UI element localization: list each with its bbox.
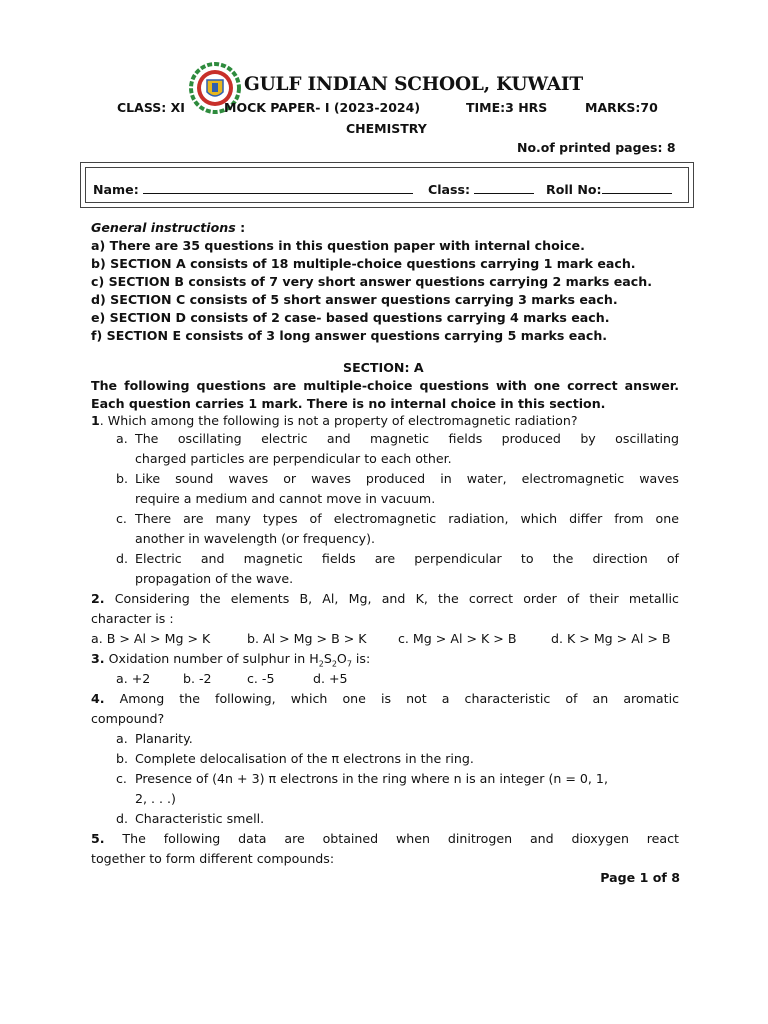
- question-5: [91, 829, 679, 869]
- q4-option-c[interactable]: c. Presence of (4n + 3) π electrons in the ring where n is an integer (n = 0, 1, 2, . . .): [116, 771, 608, 806]
- q1-option-b[interactable]: b. Like sound waves or waves produced in water, electromagnetic waves require a medium and cannot move in vacuum.: [116, 471, 679, 506]
- question-text: Among the following, which one is not a characteristic of an aromatic: [119, 691, 679, 706]
- question-text-cont: compound?: [91, 711, 165, 726]
- instructions-title: General instructions :: [91, 220, 246, 235]
- q3-option-c[interactable]: c. -5: [247, 671, 275, 686]
- q1-option-c[interactable]: c. There are many types of electromagnetic radiation, which differ from one another in wavelength (or frequency).: [116, 511, 679, 546]
- page-number: Page 1 of 8: [600, 870, 680, 885]
- question-text-cont: character is :: [91, 611, 174, 626]
- question-1: 1. Which among the following is not a property of electromagnetic radiation?: [91, 413, 578, 428]
- section-a-intro-2: Each question carries 1 mark. There is no internal choice in this section.: [91, 396, 606, 411]
- q4-option-b[interactable]: b. Complete delocalisation of the π electrons in the ring.: [116, 751, 474, 766]
- name-label: Name:: [93, 182, 139, 197]
- q2-option-b[interactable]: b. Al > Mg > B > K: [247, 631, 367, 646]
- q4-option-a[interactable]: a. Planarity.: [116, 731, 193, 746]
- q3-option-a[interactable]: a. +2: [116, 671, 151, 686]
- question-number: 4.: [91, 691, 105, 706]
- question-3: 3. Oxidation number of sulphur in $H_2S_2O_7$ is:: [91, 651, 371, 669]
- paper-title: MOCK PAPER- I (2023-2024): [224, 100, 421, 115]
- roll-blank[interactable]: [602, 181, 672, 194]
- question-text: The following data are obtained when dinitrogen and dioxygen react: [122, 831, 679, 846]
- q3-option-b[interactable]: b. -2: [183, 671, 212, 686]
- q2-option-d[interactable]: d. K > Mg > Al > B: [551, 631, 671, 646]
- section-a-title: SECTION: A: [343, 360, 424, 375]
- q4-option-d[interactable]: d. Characteristic smell.: [116, 811, 265, 826]
- roll-label: Roll No:: [546, 182, 602, 197]
- question-number: 3.: [91, 651, 105, 666]
- printed-pages: No.of printed pages: 8: [517, 140, 676, 155]
- instruction-item: d) SECTION C consists of 5 short answer questions carrying 3 marks each.: [91, 292, 618, 307]
- name-blank[interactable]: [143, 181, 413, 194]
- class-field-label: Class:: [428, 182, 471, 197]
- question-number: 5.: [91, 831, 105, 846]
- q1-option-d[interactable]: d. Electric and magnetic fields are perpendicular to the direction of propagation of the wave.: [116, 551, 679, 586]
- question-text: Which among the following is not a property of electromagnetic radiation?: [107, 413, 578, 428]
- question-text: Considering the elements B, Al, Mg, and K, the correct order of their metallic: [114, 591, 679, 606]
- student-info-box: [80, 162, 694, 208]
- instruction-item: b) SECTION A consists of 18 multiple-choice questions carrying 1 mark each.: [91, 256, 636, 271]
- q3-option-d[interactable]: d. +5: [313, 671, 348, 686]
- instruction-item: c) SECTION B consists of 7 very short answer questions carrying 2 marks each.: [91, 274, 652, 289]
- instruction-item: e) SECTION D consists of 2 case- based questions carrying 4 marks each.: [91, 310, 610, 325]
- question-number: 1: [91, 413, 100, 428]
- class-label: CLASS: XI: [117, 100, 185, 115]
- question-4: [91, 689, 679, 729]
- question-2: [91, 589, 679, 629]
- q1-option-a[interactable]: a. The oscillating electric and magnetic fields produced by oscillating charged particles are perpendicular to each other.: [116, 431, 679, 466]
- school-name: GULF INDIAN SCHOOL, KUWAIT: [244, 74, 583, 95]
- q2-option-c[interactable]: c. Mg > Al > K > B: [398, 631, 517, 646]
- instructions-list: [91, 236, 652, 346]
- class-blank[interactable]: [474, 181, 534, 194]
- q2-option-a[interactable]: a. B > Al > Mg > K: [91, 631, 211, 646]
- question-text-cont: together to form different compounds:: [91, 851, 335, 866]
- subject-title: CHEMISTRY: [346, 121, 427, 136]
- section-a-intro-1: The following questions are multiple-choice questions with one correct answer.: [91, 378, 679, 393]
- time-label: TIME:3 HRS: [466, 100, 548, 115]
- instruction-item: f) SECTION E consists of 3 long answer questions carrying 5 marks each.: [91, 328, 608, 343]
- marks-label: MARKS:70: [585, 100, 658, 115]
- question-number: 2.: [91, 591, 105, 606]
- instruction-item: a) There are 35 questions in this question paper with internal choice.: [91, 238, 585, 253]
